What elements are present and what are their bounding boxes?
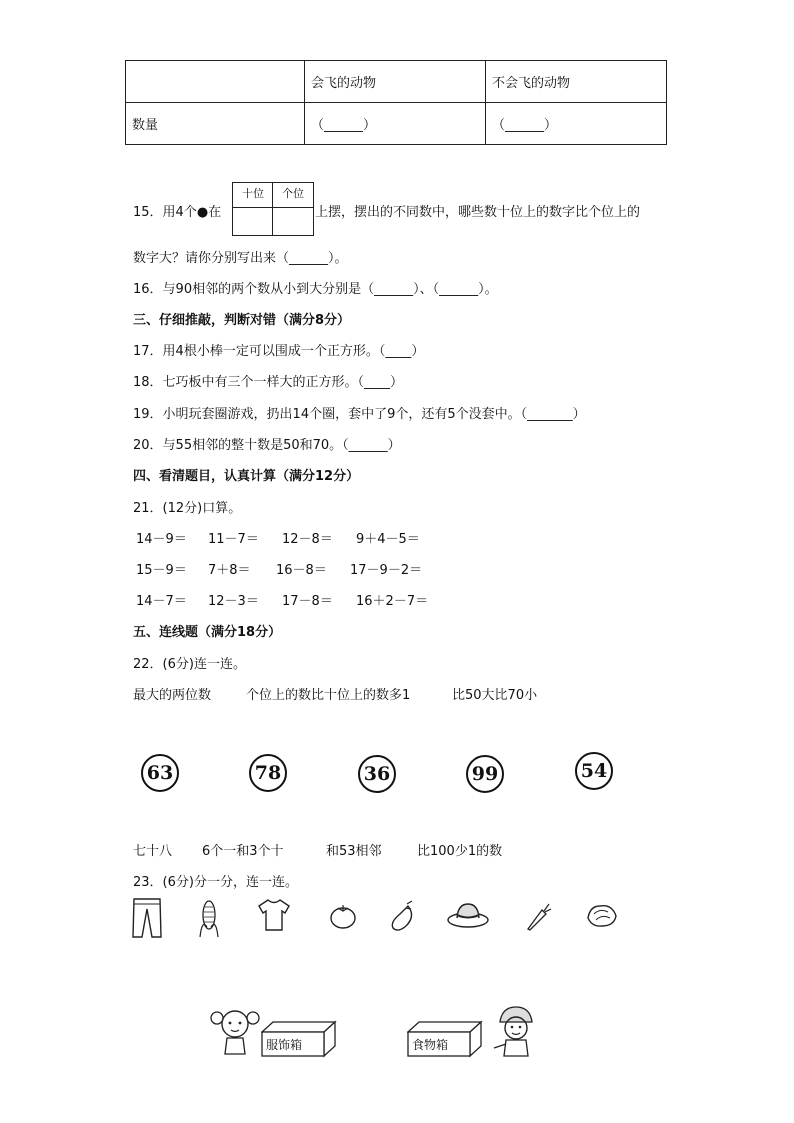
q22-bottom-1: 七十八 [133, 844, 173, 859]
q19: 19．小明玩套圈游戏，扔出14个圈，套中了9个，还有5个没套中。（_______） [133, 407, 586, 422]
q21: 21．(12分)口算。 [133, 501, 242, 516]
section5-heading: 五、连线题（满分18分） [133, 625, 282, 640]
corn-icon[interactable] [196, 897, 222, 939]
q15-line2: 数字大？请你分别写出来（______）。 [133, 251, 348, 266]
section3-heading: 三、仔细推敲，判断对错（满分8分） [133, 313, 351, 328]
hat-icon[interactable] [446, 900, 490, 930]
tens-label: 十位 [242, 187, 264, 200]
section4-heading: 四、看清题目，认真计算（满分12分） [133, 469, 360, 484]
table-row-label: 数量 [126, 103, 305, 145]
boy-icon [490, 1004, 540, 1060]
tomato-icon[interactable] [328, 902, 358, 930]
number-circle-63[interactable]: 63 [141, 754, 179, 792]
eggplant-icon[interactable] [388, 900, 418, 934]
calc-item: 11－7＝ [208, 532, 259, 547]
table-header-flying: 会飞的动物 [305, 61, 486, 103]
calc-item: 17－8＝ [282, 594, 333, 609]
cabbage-icon[interactable] [584, 900, 620, 930]
calc-item: 9＋4－5＝ [356, 532, 420, 547]
q22: 22．(6分)连一连。 [133, 657, 246, 672]
q15-prefix: 15．用4个●在 [133, 205, 222, 220]
q18: 18．七巧板中有三个一样大的正方形。（____） [133, 375, 404, 390]
clothes-box-label: 服饰箱 [266, 1038, 303, 1052]
carrot-icon[interactable] [524, 902, 552, 932]
table-cell-nonflying-blank[interactable]: （______） [486, 103, 667, 145]
q22-bottom-2: 6个一和3个十 [202, 844, 284, 859]
food-box-label: 食物箱 [412, 1038, 449, 1052]
q22-bottom-4: 比100少1的数 [417, 844, 503, 859]
tshirt-icon[interactable] [256, 897, 292, 933]
table-header-nonflying: 不会飞的动物 [486, 61, 667, 103]
q22-top-3: 比50大比70小 [452, 688, 538, 703]
calc-item: 7＋8＝ [208, 563, 251, 578]
number-circle-78[interactable]: 78 [249, 754, 287, 792]
place-value-chart [232, 182, 314, 236]
calc-item: 15－9＝ [136, 563, 187, 578]
number-circle-36[interactable]: 36 [358, 755, 396, 793]
q20: 20．与55相邻的整十数是50和70。（______） [133, 438, 401, 453]
calc-item: 16＋2－7＝ [356, 594, 429, 609]
number-circle-54[interactable]: 54 [575, 752, 613, 790]
number-circle-99[interactable]: 99 [466, 755, 504, 793]
animal-count-table [125, 60, 667, 145]
q22-bottom-3: 和53相邻 [326, 844, 382, 859]
girl-icon [207, 1006, 263, 1058]
q17: 17．用4根小棒一定可以围成一个正方形。（____） [133, 344, 425, 359]
q23: 23．(6分)分一分，连一连。 [133, 875, 298, 890]
q22-top-2: 个位上的数比十位上的数多1 [246, 688, 411, 703]
calc-item: 12－3＝ [208, 594, 259, 609]
calc-item: 12－8＝ [282, 532, 333, 547]
table-header-empty [126, 61, 305, 103]
ones-label: 个位 [282, 187, 304, 200]
calc-item: 14－9＝ [136, 532, 187, 547]
table-cell-flying-blank[interactable]: （______） [305, 103, 486, 145]
pants-icon[interactable] [130, 897, 164, 939]
calc-item: 17－9－2＝ [350, 563, 423, 578]
q15-suffix: 上摆，摆出的不同数中，哪些数十位上的数字比个位上的 [315, 205, 641, 220]
calc-item: 14－7＝ [136, 594, 187, 609]
calc-item: 16－8＝ [276, 563, 327, 578]
q22-top-1: 最大的两位数 [133, 688, 212, 703]
q16: 16．与90相邻的两个数从小到大分别是（______）、（______）。 [133, 282, 498, 297]
